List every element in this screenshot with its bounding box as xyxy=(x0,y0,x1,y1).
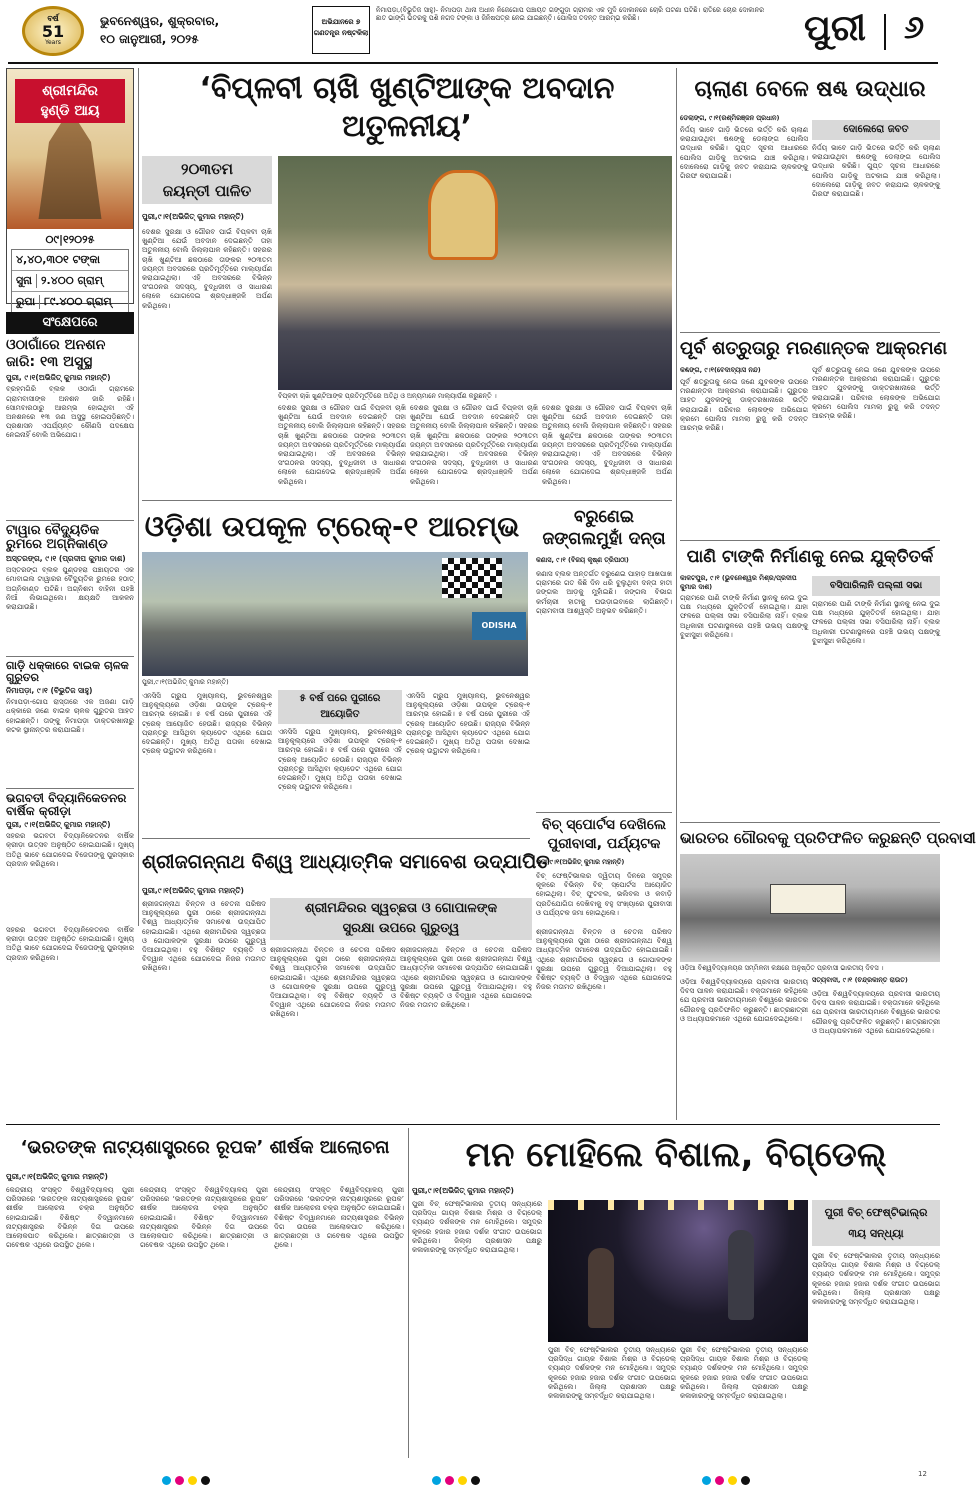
masthead-date xyxy=(100,12,300,48)
odisha-banner xyxy=(472,612,526,640)
lead-body-col-2: ଦେଶର ସୁରକ୍ଷା ଓ ଗୌରବ ପାଇଁ ବିପ୍ଳବୀ ଚାଖି ଖୁଣ୍ଟିଆ ଯେଉଁ ଅବଦାନ ଦେଇଛନ୍ତି ତାହା ଅତୁଳନୀୟ ବୋଲି ଜିଲ୍ଲାପାଳ କହିଛନ୍ତି। ସହରର ଚାଖି ଖୁଣ୍ଟିଆ ଛକଠାରେ ତାଙ୍କର ୨୦୩ତମ ଜୟନ୍ତୀ ଅବସରରେ ପ୍ରତିମୂର୍ତ୍ତିରେ ମାଲ୍ୟାର୍ପଣ କରାଯାଇଥିଲା। ଏହି ଅବସରରେ ବିଭିନ୍ନ ସଂଗଠନର ସଦସ୍ୟ, ବୁଦ୍ଧିଜୀବୀ ଓ ସାଧାରଣ ଲୋକେ ଯୋଗଦେଇ ଶ୍ରଦ୍ଧାଞ୍ଜଳି ଅର୍ପଣ କରିଥିଲେ। xyxy=(278,404,406,486)
badge-top-label: ବର୍ଷ xyxy=(47,14,59,23)
brief-4 xyxy=(6,792,134,922)
vishal-banner-line-1: ପୁରୀ ବିଚ୍ ଫେଷ୍ଟିଭାଲ୍‌ର xyxy=(824,1206,928,1219)
trek-kicker xyxy=(278,690,402,724)
brief-2-dateline: ଅସ୍ତରଙ୍ଗ, ୯।୧ (ପ୍ରଦୀପ କୁମାର ଦାଶ) xyxy=(6,554,126,564)
registration-marks-left xyxy=(160,1470,240,1484)
ticker-label xyxy=(312,6,370,54)
pravasi-headline: ଭାରତର ଗୌରବକୁ ପ୍ରତିଫଳିତ କରୁଛନ୍ତି ପ୍ରବାସୀ xyxy=(680,829,976,847)
sidebar-lower-body: ସହରର ଭଗବତୀ ବିଦ୍ୟାନିକେତନର ବାର୍ଷିକ କ୍ରୀଡ଼ା ଉତ୍ସବ ଅନୁଷ୍ଠିତ ହୋଇଯାଇଛି। ମୁଖ୍ୟ ଅତିଥି ଭାବେ ଯୋଗଦେଇ ବିଜେତାଙ୍କୁ ପୁରସ୍କାର ପ୍ରଦାନ କରିଥିଲେ। xyxy=(6,926,134,962)
pravasi-body-col-2: ଓଡ଼ିଆ ବିଶ୍ୱବିଦ୍ୟାଳୟରେ ପ୍ରବାସୀ ଭାରତୀୟ ଦିବସ ପାଳନ କରାଯାଇଛି। ବକ୍ତାମାନେ କହିଥିଲେ ଯେ ପ୍ରବାସୀ ଭାରତୀୟମାନେ ବିଶ୍ୱରେ ଭାରତର ଗୌରବକୁ ପ୍ରତିଫଳିତ କରୁଛନ୍ତି। ଛାତ୍ରଛାତ୍ରୀ ଓ ଅଧ୍ୟାପକମାନେ ଏଥିରେ ଯୋଗଦେଇଥିଲେ। xyxy=(812,990,940,1035)
yellow-dot xyxy=(728,1476,737,1485)
water-headline: ପାଣି ଟାଙ୍କି ନିର୍ମାଣକୁ ନେଇ ଯୁକ୍ତିତର୍କ xyxy=(686,547,934,567)
trek-body-col-2: ଏନସିସି ଗ୍ରୁପ ମୁଖ୍ୟାଳୟ, ଭୁବନେଶ୍ୱର ଆନୁକୂଲ୍ୟରେ ଓଡ଼ିଶା ଉପକୂଳ ଟ୍ରେକ୍-୧ ଆରମ୍ଭ ହୋଇଛି। ୫ ବର୍ଷ ପରେ ପୁରୀରେ ଏହି ଟ୍ରେକ୍ ଆୟୋଜିତ ହେଉଛି। ରାଜ୍ୟର ବିଭିନ୍ନ ପ୍ରାନ୍ତରୁ ଆସିଥିବା କ୍ୟାଡେଟ ଏଥିରେ ଯୋଗ ଦେଇଛନ୍ତି। ମୁଖ୍ୟ ଅତିଥି ପତାକା ଦେଖାଇ ଟ୍ରେକ୍ ଉଦ୍ଘାଟନ କରିଥିଲେ। xyxy=(278,728,402,792)
statue-figure xyxy=(428,170,498,260)
pravasi-dateline: ସତ୍ୟବାଦୀ, ୯।୧ (ଚନ୍ଦ୍ରକାନ୍ତ ରାଉତ) xyxy=(812,976,908,984)
attack-bottom-rule xyxy=(680,540,940,541)
red-header-banner xyxy=(15,79,125,123)
temple-spire xyxy=(35,109,105,219)
beach-headline xyxy=(536,816,672,854)
masthead xyxy=(0,0,945,62)
beach-headline-line-1: ବିଚ୍ ସ୍ପୋର୍ଟସ ଦେଖିଲେ xyxy=(541,817,667,833)
magenta-dot xyxy=(445,1476,454,1485)
brief-divider-3 xyxy=(6,788,134,789)
gold-value: ୨.୪୦୦ ଗ୍ରାମ୍ xyxy=(41,274,103,287)
date-line-2: ୧୦ ଜାନୁଆରୀ, ୨୦୨୫ xyxy=(100,32,199,46)
right-column-rule xyxy=(676,68,677,1120)
lead-photo xyxy=(278,156,672,390)
hundi-date: ୦୯|୧୨୦୨୫ xyxy=(45,233,95,246)
vishal-body-col-1: ପୁରୀ ବିଚ୍ ଫେଷ୍ଟିଭାଲର ତୃତୀୟ ସନ୍ଧ୍ୟାରେ ପ୍ରସିଦ୍ଧ ଗାୟକ ବିଶାଲ ମିଶ୍ର ଓ ବିଗ୍‌ଡେଲ୍ ବ୍ୟାଣ୍ଡ ଦର୍ଶକଙ୍କ ମନ ମୋହିଥିଲେ। ସମୁଦ୍ର କୂଳରେ ହଜାର ହଜାର ଦର୍ଶକ ସଂଗୀତ ଉପଭୋଗ କରିଥିଲେ। ଜିଲ୍ଲା ପ୍ରଶାସନ ପକ୍ଷରୁ କଳାକାରଙ୍କୁ ସମ୍ବର୍ଦ୍ଧିତ କରାଯାଇଥିଲା। xyxy=(412,1200,542,1255)
trek-headline: ଓଡ଼ିଶା ଉପକୂଳ ଟ୍ରେକ୍-୧ ଆରମ୍ଭ xyxy=(144,510,520,543)
sammilani-banner-line-2: ସୁରକ୍ଷା ଉପରେ ଗୁରୁତ୍ୱ xyxy=(342,921,460,936)
badge-number: 51 xyxy=(41,22,65,41)
attack-dateline: କଣ୍ଢଙ୍ଗ, ୯।୧(ବେଦାବ୍ୟାସ ନନ୍ଦ) xyxy=(680,366,761,374)
brief-2 xyxy=(6,524,134,654)
guitarist-figure xyxy=(588,1248,614,1328)
badge-sub-label: Years xyxy=(45,39,61,46)
lead-kicker xyxy=(142,156,272,204)
brief-1-dateline: ପୁରୀ, ୯।୧(ଅଭିଜିତ୍ କୁମାର ମହାନ୍ତି) xyxy=(6,373,111,383)
attack-body-col-1: ପୂର୍ବ ଶତ୍ରୁତାକୁ ନେଇ ଜଣେ ଯୁବକଙ୍କ ଉପରେ ମରଣାନ୍ତକ ଆକ୍ରମଣ କରାଯାଇଛି। ଗୁରୁତର ଆହତ ଯୁବକଙ୍କୁ ଡାକ୍ତରଖାନାରେ ଭର୍ତ୍ତି କରାଯାଇଛି। ପରିବାର ଲୋକଙ୍କ ଅଭିଯୋଗ କ୍ରମେ ପୋଲିସ ମାମଲା ରୁଜୁ କରି ତଦନ୍ତ ଆରମ୍ଭ କରିଛି। xyxy=(680,378,808,433)
sammilani-banner-line-1: ଶ୍ରୀମନ୍ଦିରର ସ୍ୱଚ୍ଛତା ଓ ଗୋପାଳଙ୍କ xyxy=(304,901,498,916)
beach-body: ବିଚ୍ ଫେଷ୍ଟିଭାଲର ଦ୍ୱିତୀୟ ଦିନରେ ସମୁଦ୍ର କୂଳରେ ବିଭିନ୍ନ ବିଚ୍ ସ୍ପୋର୍ଟସ ଆୟୋଜିତ ହୋଇଥିଲା। ବିଚ୍ ଫୁଟବଲ, ଭଲିବଲ ଓ କବାଡ଼ି ପ୍ରତିଯୋଗିତା ଦେଖିବାକୁ ବହୁ ସଂଖ୍ୟାରେ ପୁରୀବାସୀ ଓ ପର୍ଯ୍ୟଟକ ଜମା ହୋଇଥିଲେ। xyxy=(536,872,672,917)
concert-photo xyxy=(548,1200,808,1342)
sammilani-body-col-3: ଶ୍ରୀଜଗନ୍ନାଥ ଚିନ୍ତନ ଓ ଚେତନା ପରିଷଦ ଆନୁକୂଲ୍ୟରେ ପୁରୀ ଠାରେ ଶ୍ରୀଜଗନ୍ନାଥ ବିଶ୍ୱ ଆଧ୍ୟାତ୍ମିକ ସମାବେଶ ଉଦ୍ଯାପିତ ହୋଇଯାଇଛି। ଏଥିରେ ଶ୍ରୀମନ୍ଦିରର ସ୍ୱଚ୍ଛତା ଓ ଗୋପାଳଙ୍କ ସୁରକ୍ଷା ଉପରେ ଗୁରୁତ୍ୱ ଦିଆଯାଇଥିଲା। ବହୁ ବିଶିଷ୍ଟ ବ୍ୟକ୍ତି ଓ ବିଦ୍ୱାନ ଏଥିରେ ଯୋଗଦେଇ ନିଜର ମତାମତ ରଖିଥିଲେ। xyxy=(400,946,532,1010)
water-body-col-1: ଗ୍ରାମରେ ପାଣି ଟାଙ୍କି ନିର୍ମାଣ ସ୍ଥାନକୁ ନେଇ ଦୁଇ ପକ୍ଷ ମଧ୍ୟରେ ଯୁକ୍ତିତର୍କ ହୋଇଥିଲା। ଯାହା ଫଳରେ ପଲ୍ଲୀ ସଭା ବସିପାରିଲା ନାହିଁ। ବ୍ଲକ ଅଧିକାରୀ ଘଟଣାସ୍ଥଳରେ ପହଞ୍ଚି ଉଭୟ ପକ୍ଷଙ୍କୁ ବୁଝାସୁଝା କରିଥିଲେ। xyxy=(680,594,808,639)
natya-body-col-1: କେନ୍ଦ୍ରୀୟ ସଂସ୍କୃତ ବିଶ୍ୱବିଦ୍ୟାଳୟ ପୁରୀ ପରିସରରେ ‘ଭରତଙ୍କ ନାଟ୍ୟଶାସ୍ତ୍ରରେ ରୂପକ’ ଶୀର୍ଷକ ଆଲୋଚନା ଚକ୍ର ଅନୁଷ୍ଠିତ ହୋଇଯାଇଛି। ବିଶିଷ୍ଟ ବିଦ୍ୱାନମାନେ ନାଟ୍ୟଶାସ୍ତ୍ରର ବିଭିନ୍ନ ଦିଗ ଉପରେ ଆଲୋକପାତ କରିଥିଲେ। ଛାତ୍ରଛାତ୍ରୀ ଓ ଗବେଷକ ଏଥିରେ ଉପସ୍ଥିତ ଥିଲେ। xyxy=(6,1186,134,1250)
water-bottom-rule xyxy=(680,822,940,823)
sidebar-column-rule xyxy=(138,68,139,926)
trek-body-col-3: ଏନସିସି ଗ୍ରୁପ ମୁଖ୍ୟାଳୟ, ଭୁବନେଶ୍ୱର ଆନୁକୂଲ୍ୟରେ ଓଡ଼ିଶା ଉପକୂଳ ଟ୍ରେକ୍-୧ ଆରମ୍ଭ ହୋଇଛି। ୫ ବର୍ଷ ପରେ ପୁରୀରେ ଏହି ଟ୍ରେକ୍ ଆୟୋଜିତ ହେଉଛି। ରାଜ୍ୟର ବିଭିନ୍ନ ପ୍ରାନ୍ତରୁ ଆସିଥିବା କ୍ୟାଡେଟ ଏଥିରେ ଯୋଗ ଦେଇଛନ୍ତି। ମୁଖ୍ୟ ଅତିଥି ପତାକା ଦେଖାଇ ଟ୍ରେକ୍ ଉଦ୍ଘାଟନ କରିଥିଲେ। xyxy=(406,692,530,756)
lead-headline: ‘ବିପ୍ଳବୀ ଚାଖି ଖୁଣ୍ଟିଆଙ୍କ ଅବଦାନ ଅତୁଳନୀୟ’ xyxy=(199,71,615,144)
ticker-text: ନିମାପଡ଼ା,(ବିଭୁତିଜ ସାହୁ)- ନିମାପଡ଼ା ଥାନା ଅଧୀନ ନିଜେଗୋପ ପଞ୍ଚାୟତ ଗଙ୍ଗୁଡ଼ା ଗ୍ରାମର ଏକ ମୁଦି ଦୋକାନରେ ଚୋରି ଘଟଣା ଘଟିଛି। ରାତିରେ ଚୋର ଦୋକାନର ଛାତ ଭାଙ୍ଗି ଭିତରକୁ ପଶି ନଗଦ ଟଙ୍କା ଓ ଜିନିଷପତ୍ର ନେଇ ଯାଇଛନ୍ତି। ପୋଲିସ ତଦନ୍ତ ଆରମ୍ଭ କରିଛି। xyxy=(376,6,764,23)
sammilani-banner xyxy=(270,898,532,940)
brief-header: ସଂକ୍ଷେପରେ xyxy=(6,312,134,334)
checkered-flag xyxy=(442,558,502,598)
brief-divider-2 xyxy=(6,656,134,657)
gold-label: ସୁନା xyxy=(12,274,37,288)
natya-body-col-3: କେନ୍ଦ୍ରୀୟ ସଂସ୍କୃତ ବିଶ୍ୱବିଦ୍ୟାଳୟ ପୁରୀ ପରିସରରେ ‘ଭରତଙ୍କ ନାଟ୍ୟଶାସ୍ତ୍ରରେ ରୂପକ’ ଶୀର୍ଷକ ଆଲୋଚନା ଚକ୍ର ଅନୁଷ୍ଠିତ ହୋଇଯାଇଛି। ବିଶିଷ୍ଟ ବିଦ୍ୱାନମାନେ ନାଟ୍ୟଶାସ୍ତ୍ରର ବିଭିନ୍ନ ଦିଗ ଉପରେ ଆଲୋକପାତ କରିଥିଲେ। ଛାତ୍ରଛାତ୍ରୀ ଓ ଗବେଷକ ଏଥିରେ ଉପସ୍ଥିତ ଥିଲେ। xyxy=(274,1186,404,1250)
vishal-body-col-3: ପୁରୀ ବିଚ୍ ଫେଷ୍ଟିଭାଲର ତୃତୀୟ ସନ୍ଧ୍ୟାରେ ପ୍ରସିଦ୍ଧ ଗାୟକ ବିଶାଲ ମିଶ୍ର ଓ ବିଗ୍‌ଡେଲ୍ ବ୍ୟାଣ୍ଡ ଦର୍ଶକଙ୍କ ମନ ମୋହିଥିଲେ। ସମୁଦ୍ର କୂଳରେ ହଜାର ହଜାର ଦର୍ଶକ ସଂଗୀତ ଉପଭୋଗ କରିଥିଲେ। ଜିଲ୍ଲା ପ୍ରଶାସନ ପକ୍ଷରୁ କଳାକାରଙ୍କୁ ସମ୍ବର୍ଦ୍ଧିତ କରାଯାଇଥିଲା। xyxy=(680,1346,808,1401)
pravasi-body-col-1: ଓଡ଼ିଆ ବିଶ୍ୱବିଦ୍ୟାଳୟରେ ପ୍ରବାସୀ ଭାରତୀୟ ଦିବସ ପାଳନ କରାଯାଇଛି। ବକ୍ତାମାନେ କହିଥିଲେ ଯେ ପ୍ରବାସୀ ଭାରତୀୟମାନେ ବିଶ୍ୱରେ ଭାରତର ଗୌରବକୁ ପ୍ରତିଫଳିତ କରୁଛନ୍ତି। ଛାତ୍ରଛାତ୍ରୀ ଓ ଅଧ୍ୟାପକମାନେ ଏଥିରେ ଯୋଗଦେଇଥିଲେ। xyxy=(680,978,808,1023)
brief-4-dateline: ପୁରୀ, ୯।୧(ଅଭିଜିତ୍ କୁମାର ମହାନ୍ତି) xyxy=(6,820,111,830)
brief-1-body: ବ୍ରହ୍ମଗିରି ବ୍ଲକ ଓଠାଗାଁ ଗ୍ରାମରେ ଗ୍ରାମବାସୀଙ୍କ ଅନଶନ ଜାରି ରହିଛି। ସୋମବାରଠାରୁ ଆରମ୍ଭ ହୋଇଥିବା ଏହି ଅନଶନରେ ୧୩ ଜଣ ଅସୁସ୍ଥ ହୋଇପଡ଼ିଛନ୍ତି। ପ୍ରଶାସନ ଏପର୍ଯ୍ୟନ୍ତ କୌଣସି ପଦକ୍ଷେପ ନେଇନାହିଁ ବୋଲି ଅଭିଯୋଗ। xyxy=(6,385,134,440)
challan-bottom-rule xyxy=(680,332,940,333)
jungle-headline-line-1: ବରୁଣେଇ xyxy=(574,507,634,527)
lead-body-col-3: ଦେଶର ସୁରକ୍ଷା ଓ ଗୌରବ ପାଇଁ ବିପ୍ଳବୀ ଚାଖି ଖୁଣ୍ଟିଆ ଯେଉଁ ଅବଦାନ ଦେଇଛନ୍ତି ତାହା ଅତୁଳନୀୟ ବୋଲି ଜିଲ୍ଲାପାଳ କହିଛନ୍ତି। ସହରର ଚାଖି ଖୁଣ୍ଟିଆ ଛକଠାରେ ତାଙ୍କର ୨୦୩ତମ ଜୟନ୍ତୀ ଅବସରରେ ପ୍ରତିମୂର୍ତ୍ତିରେ ମାଲ୍ୟାର୍ପଣ କରାଯାଇଥିଲା। ଏହି ଅବସରରେ ବିଭିନ୍ନ ସଂଗଠନର ସଦସ୍ୟ, ବୁଦ୍ଧିଜୀବୀ ଓ ସାଧାରଣ ଲୋକେ ଯୋଗଦେଇ ଶ୍ରଦ୍ଧାଞ୍ଜଳି ଅର୍ପଣ କରିଥିଲେ। xyxy=(410,404,538,486)
challan-banner: ଦୋଲେରୋ ଜବତ xyxy=(812,120,940,140)
silver-label: ରୁପା xyxy=(12,295,40,309)
sidebar-title-line-2: ହୁଣ୍ଡି ଆୟ xyxy=(40,103,100,119)
challan-dateline: ଡେଲାଙ୍ଗ, ୯।୧(ରଶ୍ମିରଞ୍ଜନ ପ୍ରଧାନ) xyxy=(680,114,780,122)
brief-2-title: ଟାୱାର ବୈଦ୍ୟୁତିକ ରୁମରେ ଅଗ୍ନିକାଣ୍ଡ xyxy=(6,523,108,552)
jungle-body: କଣାସ ବ୍ଲକ ଅନ୍ତର୍ଗତ ବରୁଣେଇ ପାହାଡ଼ ଆଖପାଖ ଗ୍ରାମରେ ଗତ କିଛି ଦିନ ଧରି ବୁଲୁଥିବା ଦନ୍ତା ହାତୀ ଜଙ୍ଗଲ ଆଡ଼କୁ ମୁହାଁଇଛି। ଜଙ୍ଗଲ ବିଭାଗ କର୍ମଚାରୀ ହାତୀକୁ ଘଉଡ଼ାଇବାରେ ଲାଗିଛନ୍ତି। ଗ୍ରାମବାସୀ ଆଶ୍ୱସ୍ତି ଅନୁଭବ କରିଛନ୍ତି। xyxy=(536,570,672,615)
brief-4-title: ଭଗବତୀ ବିଦ୍ୟାନିକେତନର ବାର୍ଷିକ କ୍ରୀଡ଼ା xyxy=(6,791,127,818)
jungle-dateline: କଣାସ, ୯।୧ (ବିଜୟ କୃଷ୍ଣ ତ୍ରିପାଠୀ) xyxy=(536,556,629,564)
challan-headline: ଚାଲାଣ ବେଳେ ଷଣ୍ଢ ଉଦ୍ଧାର xyxy=(694,77,926,102)
footer-page-code: 12 xyxy=(918,1470,927,1478)
lead-kicker-line-2: ଜୟନ୍ତୀ ପାଳିତ xyxy=(162,182,252,200)
page-number: ୬ xyxy=(903,8,925,46)
ticker-label-line-1: ଅଭିଯାନରେ ୭ xyxy=(321,18,361,26)
attack-headline: ପୂର୍ବ ଶତ୍ରୁତାରୁ ମରଣାନ୍ତକ ଆକ୍ରମଣ xyxy=(680,338,948,359)
lead-dateline: ପୁରୀ,୯।୧(ଅଭିଜିତ୍ କୁମାର ମହାନ୍ତି) xyxy=(142,212,244,221)
jungle-headline xyxy=(536,506,672,550)
beach-dateline: ପୁରୀ,୯।୧(ଅଭିଜିତ୍ କୁମାର ମହାନ୍ତି) xyxy=(536,858,625,866)
trek-kicker-line-1: ୫ ବର୍ଷ ପରେ ପୁରୀରେ xyxy=(299,693,381,704)
black-dot xyxy=(201,1476,210,1485)
sidebar-title-line-1: ଶ୍ରୀମନ୍ଦିର xyxy=(42,83,98,99)
sammilani-headline: ଶ୍ରୀଜଗନ୍ନାଥ ବିଶ୍ୱ ଆଧ୍ୟାତ୍ମିକ ସମାବେଶ ଉଦ୍ଯାପିତ xyxy=(142,851,550,873)
anniversary-badge xyxy=(22,6,84,56)
trek-bottom-rule xyxy=(142,838,530,839)
black-dot xyxy=(741,1476,750,1485)
silver-value: ୮୯.୪୦୦ ଗ୍ରାମ୍ xyxy=(44,295,112,308)
beach-headline-line-2: ପୁରୀବାସୀ, ପର୍ଯ୍ୟଟକ xyxy=(547,836,661,852)
brief-1-subtitle: ଜାରି: ୧୩ ଅସୁସ୍ଥ xyxy=(6,353,93,370)
cyan-dot xyxy=(162,1476,171,1485)
brief-1 xyxy=(6,338,134,518)
cash-row xyxy=(12,250,128,271)
lead-body-col-4: ଦେଶର ସୁରକ୍ଷା ଓ ଗୌରବ ପାଇଁ ବିପ୍ଳବୀ ଚାଖି ଖୁଣ୍ଟିଆ ଯେଉଁ ଅବଦାନ ଦେଇଛନ୍ତି ତାହା ଅତୁଳନୀୟ ବୋଲି ଜିଲ୍ଲାପାଳ କହିଛନ୍ତି। ସହରର ଚାଖି ଖୁଣ୍ଟିଆ ଛକଠାରେ ତାଙ୍କର ୨୦୩ତମ ଜୟନ୍ତୀ ଅବସରରେ ପ୍ରତିମୂର୍ତ୍ତିରେ ମାଲ୍ୟାର୍ପଣ କରାଯାଇଥିଲା। ଏହି ଅବସରରେ ବିଭିନ୍ନ ସଂଗଠନର ସଦସ୍ୟ, ବୁଦ୍ଧିଜୀବୀ ଓ ସାଧାରଣ ଲୋକେ ଯୋଗଦେଇ ଶ୍ରଦ୍ଧାଞ୍ଜଳି ଅର୍ପଣ କରିଥିଲେ। xyxy=(542,404,672,486)
sidebar-temple-box xyxy=(6,68,134,308)
sammilani-body-col-4: ଶ୍ରୀଜଗନ୍ନାଥ ଚିନ୍ତନ ଓ ଚେତନା ପରିଷଦ ଆନୁକୂଲ୍ୟରେ ପୁରୀ ଠାରେ ଶ୍ରୀଜଗନ୍ନାଥ ବିଶ୍ୱ ଆଧ୍ୟାତ୍ମିକ ସମାବେଶ ଉଦ୍ଯାପିତ ହୋଇଯାଇଛି। ଏଥିରେ ଶ୍ରୀମନ୍ଦିରର ସ୍ୱଚ୍ଛତା ଓ ଗୋପାଳଙ୍କ ସୁରକ୍ଷା ଉପରେ ଗୁରୁତ୍ୱ ଦିଆଯାଇଥିଲା। ବହୁ ବିଶିଷ୍ଟ ବ୍ୟକ୍ତି ଓ ବିଦ୍ୱାନ ଏଥିରେ ଯୋଗଦେଇ ନିଜର ମତାମତ ରଖିଥିଲେ। xyxy=(536,928,672,992)
sammilani-dateline: ପୁରୀ,୯।୧(ଅଭିଜିତ୍ କୁମାର ମହାନ୍ତି) xyxy=(142,886,244,895)
trek-photo-caption: ପୁରୀ,୯।୧(ଅଭିଜିତ୍ କୁମାର ମହାନ୍ତି) xyxy=(142,678,229,686)
magenta-dot xyxy=(175,1476,184,1485)
attack-body-col-2: ପୂର୍ବ ଶତ୍ରୁତାକୁ ନେଇ ଜଣେ ଯୁବକଙ୍କ ଉପରେ ମରଣାନ୍ତକ ଆକ୍ରମଣ କରାଯାଇଛି। ଗୁରୁତର ଆହତ ଯୁବକଙ୍କୁ ଡାକ୍ତରଖାନାରେ ଭର୍ତ୍ତି କରାଯାଇଛି। ପରିବାର ଲୋକଙ୍କ ଅଭିଯୋଗ କ୍ରମେ ପୋଲିସ ମାମଲା ରୁଜୁ କରି ତଦନ୍ତ ଆରମ୍ଭ କରିଛି। xyxy=(812,366,940,421)
lead-photo-caption: ବିପ୍ଳବୀ ଚାଖି ଖୁଣ୍ଟିଆଙ୍କ ପ୍ରତିମୂର୍ତ୍ତିରେ ଅତିଥି ଓ ଅନ୍ୟମାନେ ମାଲ୍ୟାର୍ପଣ କରୁଛନ୍ତି । xyxy=(278,392,497,400)
ticker-label-line-2: ଗଣତନ୍ତ୍ର ନଷ୍ଟକିଲା xyxy=(313,29,369,37)
hundi-rates xyxy=(11,249,129,313)
vishal-body-col-4: ପୁରୀ ବିଚ୍ ଫେଷ୍ଟିଭାଲର ତୃତୀୟ ସନ୍ଧ୍ୟାରେ ପ୍ରସିଦ୍ଧ ଗାୟକ ବିଶାଲ ମିଶ୍ର ଓ ବିଗ୍‌ଡେଲ୍ ବ୍ୟାଣ୍ଡ ଦର୍ଶକଙ୍କ ମନ ମୋହିଥିଲେ। ସମୁଦ୍ର କୂଳରେ ହଜାର ହଜାର ଦର୍ଶକ ସଂଗୀତ ଉପଭୋଗ କରିଥିଲେ। ଜିଲ୍ଲା ପ୍ରଶାସନ ପକ୍ଷରୁ କଳାକାରଙ୍କୁ ସମ୍ବର୍ଦ୍ଧିତ କରାଯାଇଥିଲା। xyxy=(812,1252,940,1307)
temple-illustration xyxy=(7,69,133,229)
vishal-headline: ମନ ମୋହିଲେ ବିଶାଲ, ବିଗ୍‌ଡେଲ୍ xyxy=(465,1135,887,1175)
registration-marks-center xyxy=(430,1470,510,1484)
black-dot xyxy=(471,1476,480,1485)
water-banner: ବସିପାରିଲାନି ପଲ୍ଲୀ ସଭା xyxy=(812,576,940,596)
registration-marks-right xyxy=(700,1470,780,1484)
trek-kicker-line-2: ଆୟୋଜିତ xyxy=(320,709,360,720)
natya-headline: ‘ଭରତଙ୍କ ନାଟ୍ୟଶାସ୍ତ୍ରରେ ରୂପକ’ ଶୀର୍ଷକ ଆଲୋଚନା xyxy=(20,1137,390,1158)
date-line-1: ଭୁବନେଶ୍ୱର, ଶୁକ୍ରବାର, xyxy=(100,14,220,28)
stage-lights xyxy=(548,1200,808,1210)
cyan-dot xyxy=(702,1476,711,1485)
sammilani-body-col-2: ଶ୍ରୀଜଗନ୍ନାଥ ଚିନ୍ତନ ଓ ଚେତନା ପରିଷଦ ଆନୁକୂଲ୍ୟରେ ପୁରୀ ଠାରେ ଶ୍ରୀଜଗନ୍ନାଥ ବିଶ୍ୱ ଆଧ୍ୟାତ୍ମିକ ସମାବେଶ ଉଦ୍ଯାପିତ ହୋଇଯାଇଛି। ଏଥିରେ ଶ୍ରୀମନ୍ଦିରର ସ୍ୱଚ୍ଛତା ଓ ଗୋପାଳଙ୍କ ସୁରକ୍ଷା ଉପରେ ଗୁରୁତ୍ୱ ଦିଆଯାଇଥିଲା। ବହୁ ବିଶିଷ୍ଟ ବ୍ୟକ୍ତି ଓ ବିଦ୍ୱାନ ଏଥିରେ ଯୋଗଦେଇ ନିଜର ମତାମତ ରଖିଥିଲେ। xyxy=(270,946,396,1019)
challan-body-col-1: ନିର୍ଦ୍ଦୟ ଭାବେ ଗାଡ଼ି ଭିତରେ ଭର୍ତ୍ତି କରି ଚାଲାଣ କରାଯାଉଥିବା ଷଣ୍ଢଙ୍କୁ ଡେଲାଙ୍ଗ ପୋଲିସ ଉଦ୍ଧାର କରିଛି। ଗୁପ୍ତ ସୂଚନା ଆଧାରରେ ପୋଲିସ ଗାଡ଼ିକୁ ଅଟକାଇ ଯାଞ୍ଚ କରିଥିଲା। ଦୋଲେରୋ ଗାଡ଼ିକୁ ଜବତ କରାଯାଇ ଚାଳକଙ୍କୁ ଗିରଫ କରାଯାଇଛି। xyxy=(680,126,808,181)
yellow-dot xyxy=(458,1476,467,1485)
brief-3-title: ଗାଡ଼ି ଧକ୍କାରେ ବାଇକ ଚାଳକ ଗୁରୁତର xyxy=(6,659,129,684)
challan-body-col-2: ନିର୍ଦ୍ଦୟ ଭାବେ ଗାଡ଼ି ଭିତରେ ଭର୍ତ୍ତି କରି ଚାଲାଣ କରାଯାଉଥିବା ଷଣ୍ଢଙ୍କୁ ଡେଲାଙ୍ଗ ପୋଲିସ ଉଦ୍ଧାର କରିଛି। ଗୁପ୍ତ ସୂଚନା ଆଧାରରେ ପୋଲିସ ଗାଡ଼ିକୁ ଅଟକାଇ ଯାଞ୍ଚ କରିଥିଲା। ଦୋଲେରୋ ଗାଡ଼ିକୁ ଜବତ କରାଯାଇ ଚାଳକଙ୍କୁ ଗିରଫ କରାଯାଇଛି। xyxy=(812,144,940,199)
silver-row xyxy=(12,292,128,312)
vishal-body-col-2: ପୁରୀ ବିଚ୍ ଫେଷ୍ଟିଭାଲର ତୃତୀୟ ସନ୍ଧ୍ୟାରେ ପ୍ରସିଦ୍ଧ ଗାୟକ ବିଶାଲ ମିଶ୍ର ଓ ବିଗ୍‌ଡେଲ୍ ବ୍ୟାଣ୍ଡ ଦର୍ଶକଙ୍କ ମନ ମୋହିଥିଲେ। ସମୁଦ୍ର କୂଳରେ ହଜାର ହଜାର ଦର୍ଶକ ସଂଗୀତ ଉପଭୋଗ କରିଥିଲେ। ଜିଲ୍ଲା ପ୍ରଶାସନ ପକ୍ଷରୁ କଳାକାରଙ୍କୁ ସମ୍ବର୍ଦ୍ଧିତ କରାଯାଇଥିଲା। xyxy=(548,1346,676,1401)
vishal-banner-line-2: ୩ୟ ସନ୍ଧ୍ୟା xyxy=(848,1227,904,1240)
brief-3-body: ନିମାପଡ଼ା-ଗୋପ ରାସ୍ତାରେ ଏକ ଅଜଣା ଗାଡ଼ି ଧକ୍କାରେ ଜଣେ ବାଇକ ଚାଳକ ଗୁରୁତର ଆହତ ହୋଇଛନ୍ତି। ତାଙ୍କୁ ନିମାପଡ଼ା ଡାକ୍ତରଖାନାରୁ କଟକ ସ୍ଥାନାନ୍ତର କରାଯାଇଛି। xyxy=(6,698,134,734)
lead-kicker-line-1: ୨୦୩ତମ xyxy=(180,160,234,178)
trek-body-col-1: ଏନସିସି ଗ୍ରୁପ ମୁଖ୍ୟାଳୟ, ଭୁବନେଶ୍ୱର ଆନୁକୂଲ୍ୟରେ ଓଡ଼ିଶା ଉପକୂଳ ଟ୍ରେକ୍-୧ ଆରମ୍ଭ ହୋଇଛି। ୫ ବର୍ଷ ପରେ ପୁରୀରେ ଏହି ଟ୍ରେକ୍ ଆୟୋଜିତ ହେଉଛି। ରାଜ୍ୟର ବିଭିନ୍ନ ପ୍ରାନ୍ତରୁ ଆସିଥିବା କ୍ୟାଡେଟ ଏଥିରେ ଯୋଗ ଦେଇଛନ୍ତି। ମୁଖ୍ୟ ଅତିଥି ପତାକା ଦେଖାଇ ଟ୍ରେକ୍ ଉଦ୍ଘାଟନ କରିଥିଲେ। xyxy=(142,692,272,756)
water-dateline: କାକଟପୁର, ୯।୧ (ଭୁବନେଶ୍ୱର ମିଶ୍ର/ପ୍ରଦୀପ କୁମାର ଦାଶ) xyxy=(680,574,797,591)
natya-body-col-2: କେନ୍ଦ୍ରୀୟ ସଂସ୍କୃତ ବିଶ୍ୱବିଦ୍ୟାଳୟ ପୁରୀ ପରିସରରେ ‘ଭରତଙ୍କ ନାଟ୍ୟଶାସ୍ତ୍ରରେ ରୂପକ’ ଶୀର୍ଷକ ଆଲୋଚନା ଚକ୍ର ଅନୁଷ୍ଠିତ ହୋଇଯାଇଛି। ବିଶିଷ୍ଟ ବିଦ୍ୱାନମାନେ ନାଟ୍ୟଶାସ୍ତ୍ରର ବିଭିନ୍ନ ଦିଗ ଉପରେ ଆଲୋକପାତ କରିଥିଲେ। ଛାତ୍ରଛାତ୍ରୀ ଓ ଗବେଷକ ଏଥିରେ ଉପସ୍ଥିତ ଥିଲେ। xyxy=(140,1186,268,1250)
gold-row xyxy=(12,271,128,292)
natya-column-rule xyxy=(408,1128,409,1458)
jungle-bottom-rule xyxy=(536,812,672,813)
odisha-banner-text: ODISHA xyxy=(481,621,517,630)
vishal-dateline: ପୁରୀ,୯।୧(ଅଭିଜିତ୍ କୁମାର ମହାନ୍ତି) xyxy=(412,1186,514,1195)
cyan-dot xyxy=(432,1476,441,1485)
brief-4-body: ସହରର ଭଗବତୀ ବିଦ୍ୟାନିକେତନର ବାର୍ଷିକ କ୍ରୀଡ଼ା ଉତ୍ସବ ଅନୁଷ୍ଠିତ ହୋଇଯାଇଛି। ମୁଖ୍ୟ ଅତିଥି ଭାବେ ଯୋଗଦେଇ ବିଜେତାଙ୍କୁ ପୁରସ୍କାର ପ୍ରଦାନ କରିଥିଲେ। xyxy=(6,832,134,868)
pravasi-photo-caption: ଓଡ଼ିଆ ବିଶ୍ୱବିଦ୍ୟାଳୟର ସମ୍ମିଳନୀ କକ୍ଷରେ ଅନୁଷ୍ଠିତ ପ୍ରବାସୀ ଭାରତୀୟ ଦିବସ । xyxy=(680,964,884,972)
brief-3 xyxy=(6,660,134,786)
cash-value: ୪,୪୦,୩୦୧ ଟଙ୍କା xyxy=(16,253,100,266)
pravasi-photo xyxy=(680,854,940,962)
magenta-dot xyxy=(715,1476,724,1485)
masthead-rule xyxy=(8,62,938,64)
vishal-banner xyxy=(812,1200,940,1246)
natya-dateline: ପୁରୀ,୯।୧(ଅଭିଜିତ୍ କୁମାର ମହାନ୍ତି) xyxy=(6,1172,108,1181)
sammilani-body-col-1: ଶ୍ରୀଜଗନ୍ନାଥ ଚିନ୍ତନ ଓ ଚେତନା ପରିଷଦ ଆନୁକୂଲ୍ୟରେ ପୁରୀ ଠାରେ ଶ୍ରୀଜଗନ୍ନାଥ ବିଶ୍ୱ ଆଧ୍ୟାତ୍ମିକ ସମାବେଶ ଉଦ୍ଯାପିତ ହୋଇଯାଇଛି। ଏଥିରେ ଶ୍ରୀମନ୍ଦିରର ସ୍ୱଚ୍ଛତା ଓ ଗୋପାଳଙ୍କ ସୁରକ୍ଷା ଉପରେ ଗୁରୁତ୍ୱ ଦିଆଯାଇଥିଲା। ବହୁ ବିଶିଷ୍ଟ ବ୍ୟକ୍ତି ଓ ବିଦ୍ୱାନ ଏଥିରେ ଯୋଗଦେଇ ନିଜର ମତାମତ ରଖିଥିଲେ। xyxy=(142,900,266,973)
bottom-section-rule xyxy=(6,1124,940,1125)
page-name-divider xyxy=(884,14,886,50)
water-body-col-2: ଗ୍ରାମରେ ପାଣି ଟାଙ୍କି ନିର୍ମାଣ ସ୍ଥାନକୁ ନେଇ ଦୁଇ ପକ୍ଷ ମଧ୍ୟରେ ଯୁକ୍ତିତର୍କ ହୋଇଥିଲା। ଯାହା ଫଳରେ ପଲ୍ଲୀ ସଭା ବସିପାରିଲା ନାହିଁ। ବ୍ଲକ ଅଧିକାରୀ ଘଟଣାସ୍ଥଳରେ ପହଞ୍ଚି ଉଭୟ ପକ୍ଷଙ୍କୁ ବୁଝାସୁଝା କରିଥିଲେ। xyxy=(812,600,940,645)
brief-2-body: ଅସ୍ତରଙ୍ଗ ବ୍ଲକ ପୁଣ୍ଡହରା ପଞ୍ଚାୟତର ଏକ ମୋବାଇଲ ଟାୱାରର ବୈଦ୍ୟୁତିକ ରୁମରେ ହଠାତ୍ ଅଗ୍ନିକାଣ୍ଡ ଘଟିଛି। ଅଗ୍ନିଶମ ବାହିନୀ ପହଞ୍ଚି ନିଆଁ ଲିଭାଇଥିଲେ। କ୍ଷୟକ୍ଷତି ଆକଳନ କରାଯାଉଛି। xyxy=(6,566,134,612)
lead-body-col-1: ଦେଶର ସୁରକ୍ଷା ଓ ଗୌରବ ପାଇଁ ବିପ୍ଳବୀ ଚାଖି ଖୁଣ୍ଟିଆ ଯେଉଁ ଅବଦାନ ଦେଇଛନ୍ତି ତାହା ଅତୁଳନୀୟ ବୋଲି ଜିଲ୍ଲାପାଳ କହିଛନ୍ତି। ସହରର ଚାଖି ଖୁଣ୍ଟିଆ ଛକଠାରେ ତାଙ୍କର ୨୦୩ତମ ଜୟନ୍ତୀ ଅବସରରେ ପ୍ରତିମୂର୍ତ୍ତିରେ ମାଲ୍ୟାର୍ପଣ କରାଯାଇଥିଲା। ଏହି ଅବସରରେ ବିଭିନ୍ନ ସଂଗଠନର ସଦସ୍ୟ, ବୁଦ୍ଧିଜୀବୀ ଓ ସାଧାରଣ ଲୋକେ ଯୋଗଦେଇ ଶ୍ରଦ୍ଧାଞ୍ଜଳି ଅର୍ପଣ କରିଥିଲେ। xyxy=(142,228,272,310)
lead-bottom-rule xyxy=(142,500,672,501)
jungle-headline-line-2: ଜଙ୍ଗଲମୁହାଁ ଦନ୍ତା xyxy=(542,529,666,549)
trek-photo xyxy=(142,552,528,676)
brief-divider-1 xyxy=(6,520,134,521)
brief-3-dateline: ନିମାପଡ଼ା, ୯।୧ (ବିଭୁତିଜ ସାହୁ) xyxy=(6,686,93,696)
pravasi-banner-board xyxy=(770,884,846,914)
yellow-dot xyxy=(188,1476,197,1485)
singer-figure xyxy=(728,1230,754,1320)
brief-1-title: ଓଠାଗାଁରେ ଅନଶନ xyxy=(6,337,106,353)
page-name: ପୁରୀ xyxy=(803,8,867,49)
